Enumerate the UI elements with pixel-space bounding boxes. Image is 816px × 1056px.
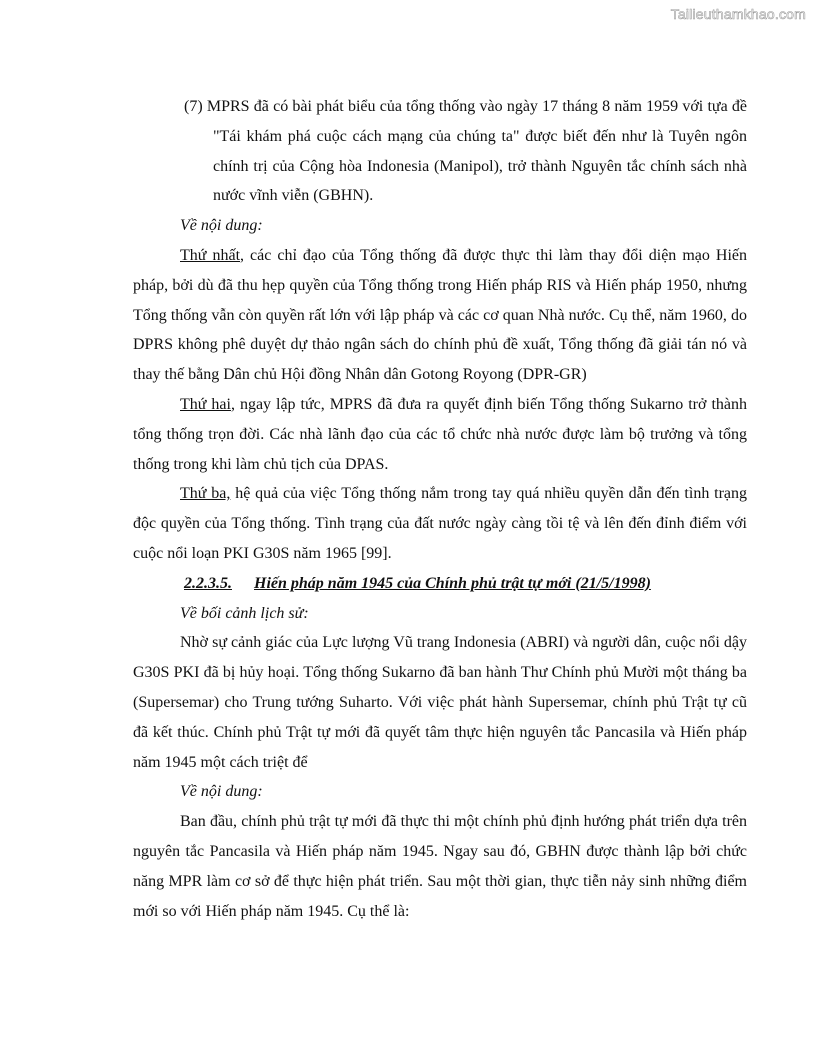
- section-title: Hiến pháp năm 1945 của Chính phủ trật tự mới (21/5/1998): [254, 574, 651, 592]
- paragraph-second: [133, 390, 747, 479]
- lead-first: Thứ nhất: [180, 246, 241, 264]
- watermark: Tailieuthamkhao.com: [670, 6, 806, 22]
- paragraph-third: [133, 479, 747, 568]
- section-number: 2.2.3.5.: [184, 574, 232, 592]
- heading-content-2: Về nội dung:: [180, 783, 263, 801]
- list-item-7: (7) MPRS đã có bài phát biểu của tổng thống vào ngày 17 tháng 8 năm 1959 với tựa đề "Tái khám phá cuộc cách mạng của chúng ta" được biết đến như là Tuyên ngôn chính trị của Cộng hòa Indonesia (Manipol), trở thành Nguyên tắc chính sách nhà nước vĩnh viễn (GBHN).: [184, 98, 747, 205]
- text-third: hệ quả của việc Tổng thống nắm trong tay quá nhiều quyền dẫn đến tình trạng độc quyền của Tổng thống. Tình trạng của đất nước ngày càng tồi tệ và lên đến đỉnh điểm với cuộc nổi loạn PKI G30S năm 1965 [99].: [133, 485, 748, 562]
- lead-third: Thứ ba,: [180, 485, 231, 503]
- paragraph-context: Nhờ sự cảnh giác của Lực lượng Vũ trang Indonesia (ABRI) và người dân, cuộc nổi dậy G30S PKI đã bị hủy hoại. Tổng thống Sukarno đã ban hành Thư Chính phủ Mười một tháng ba (Supersemar) cho Trung tướng Suharto. Với việc phát hành Supersemar, chính phủ Trật tự cũ đã kết thúc. Chính phủ Trật tự mới đã quyết tâm thực hiện nguyên tắc Pancasila và Hiến pháp năm 1945 một cách triệt để: [133, 634, 747, 771]
- section-heading: [133, 569, 747, 599]
- text-second: , ngay lập tức, MPRS đã đưa ra quyết định biến Tổng thống Sukarno trở thành tổng thống trọn đời. Các nhà lãnh đạo của các tổ chức nhà nước được làm bộ trưởng và tổng thống trong khi làm chủ tịch của DPAS.: [133, 395, 747, 473]
- heading-context: Về bối cảnh lịch sử:: [180, 604, 309, 622]
- paragraph-first: [133, 241, 747, 390]
- paragraph-content: Ban đầu, chính phủ trật tự mới đã thực thi một chính phủ định hướng phát triển dựa trên nguyên tắc Pancasila và Hiến pháp năm 1945. Ngay sau đó, GBHN được thành lập bởi chức năng MPR làm cơ sở để thực hiện phát triển. Sau một thời gian, thực tiễn nảy sinh những điểm mới so với Hiến pháp năm 1945. Cụ thể là:: [133, 813, 747, 920]
- heading-content-1: Về nội dung:: [180, 217, 263, 235]
- text-first: , các chỉ đạo của Tổng thống đã được thực thi làm thay đổi diện mạo Hiến pháp, bởi dù đã thu hẹp quyền của Tổng thống trong Hiến pháp RIS và Hiến pháp 1950, nhưng Tổng thống vẫn còn quyền rất lớn với lập pháp và các cơ quan Nhà nước. Cụ thể, năm 1960, do DPRS không phê duyệt dự thảo ngân sách do chính phủ đề xuất, Tổng thống đã giải tán nó và thay thế bằng Dân chủ Hội đồng Nhân dân Gotong Royong (DPR-GR): [133, 246, 747, 384]
- lead-second: Thứ hai: [180, 395, 231, 413]
- document-page: [133, 92, 747, 926]
